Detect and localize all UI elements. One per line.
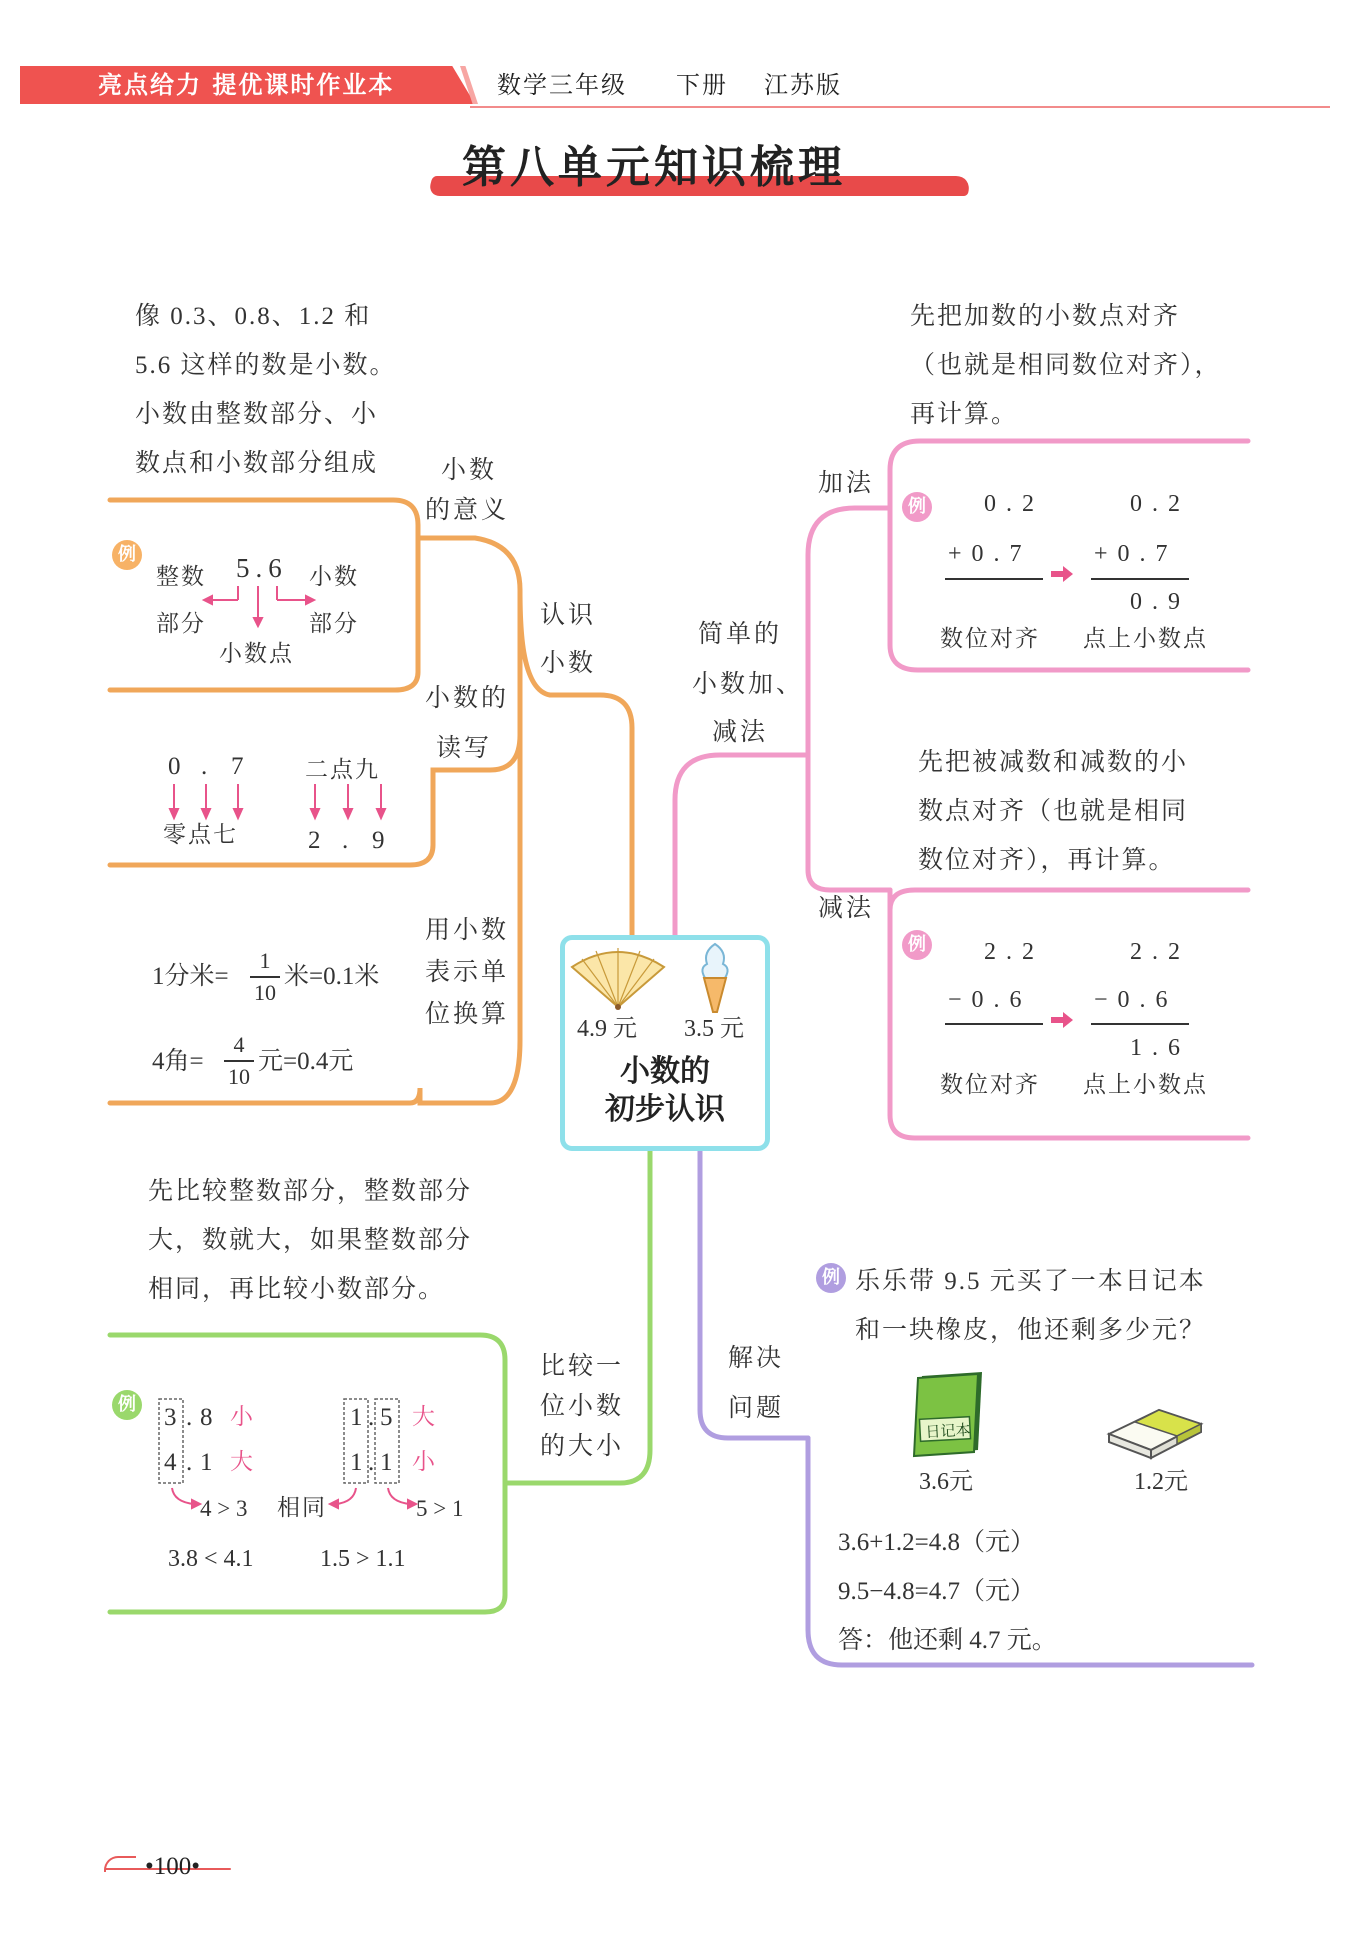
compare-example-badge: 例	[112, 1390, 142, 1420]
compare-text-line3: 相同，再比较小数部分。	[148, 1276, 446, 1303]
readwrite-n1-b: .	[201, 753, 210, 780]
compare-d-tag: 小	[412, 1449, 437, 1475]
fan-icon	[568, 945, 668, 1011]
add-left-top: 0 . 2	[984, 491, 1036, 517]
icecream-price: 3.5 元	[684, 1016, 744, 1042]
add-text-line1: 先把加数的小数点对齐	[910, 303, 1181, 330]
add-left-op: + 0 . 7	[948, 541, 1024, 567]
branch-readwrite-line2: 读写	[436, 733, 493, 762]
branch-compare-line1: 比较一	[540, 1351, 625, 1380]
unit-frac1-den: 10	[254, 980, 276, 1005]
branch-solve-line2: 问题	[728, 1393, 785, 1422]
sub-text-line2: 数点对齐（也就是相同	[918, 798, 1189, 825]
add-text-line3: 再计算。	[910, 401, 1019, 428]
branch-addsub-line3: 减法	[712, 717, 769, 746]
solve-answer: 答：他还剩 4.7 元。	[838, 1627, 1057, 1654]
add-example-badge: 例	[902, 492, 932, 522]
meaning-point: 小数点	[219, 641, 294, 667]
branch-compare-line3: 的大小	[540, 1431, 625, 1460]
compare-a-int: 3	[164, 1404, 179, 1431]
compare-a-tag: 小	[230, 1404, 255, 1430]
readwrite-n2-a: 2	[308, 827, 323, 854]
compare-c-int: 1	[350, 1404, 365, 1431]
header-subject: 数学三年级	[497, 71, 627, 99]
solve-question-line2: 和一块橡皮，他还剩多少元？	[855, 1317, 1207, 1344]
solve-example-badge: 例	[816, 1263, 846, 1293]
meaning-number: 5.6	[236, 553, 288, 583]
header-volume: 下册	[676, 71, 728, 99]
branch-sub: 减法	[818, 893, 875, 922]
branch-readwrite-line1: 小数的	[425, 683, 510, 712]
sub-arrow-icon	[1049, 1010, 1075, 1030]
compare-rel2: 5 > 1	[416, 1496, 464, 1521]
unit-line1-post: 米=0.1米	[284, 963, 380, 990]
compare-c-dot: .	[368, 1404, 377, 1431]
sub-left-rule	[945, 1023, 1043, 1025]
compare-d-dec: 1	[380, 1449, 395, 1476]
solve-step2: 9.5−4.8=4.7（元）	[838, 1578, 1035, 1605]
add-left-rule	[945, 578, 1043, 580]
page-title: 第八单元知识梳理	[462, 142, 846, 193]
unit-frac1-num: 1	[259, 948, 271, 973]
compare-a-dot: .	[186, 1404, 195, 1431]
readwrite-n1-c: 7	[231, 753, 246, 780]
unit-line2-pre: 4角=	[152, 1048, 204, 1075]
compare-a-dec: 8	[200, 1404, 215, 1431]
add-caption2: 点上小数点	[1083, 626, 1208, 652]
branch-unit-line3: 位换算	[425, 999, 510, 1028]
compare-b-dot: .	[186, 1449, 195, 1476]
branch-unit-line1: 用小数	[425, 915, 510, 944]
sub-right-op: − 0 . 6	[1094, 987, 1170, 1013]
compare-res1: 3.8 < 4.1	[168, 1546, 254, 1572]
diary-price: 3.6元	[919, 1469, 973, 1495]
readwrite-r1: 零点七	[163, 822, 238, 848]
compare-same: 相同	[277, 1495, 327, 1521]
solve-question-line1: 乐乐带 9.5 元买了一本日记本	[855, 1268, 1206, 1295]
add-right-top: 0 . 2	[1130, 491, 1182, 517]
compare-b-dec: 1	[200, 1449, 215, 1476]
branch-addsub-line1: 简单的	[698, 619, 783, 648]
diary-label: 日记本	[925, 1420, 971, 1442]
eraser-icon	[1105, 1400, 1205, 1460]
branch-unit-line2: 表示单	[425, 957, 510, 986]
readwrite-n2-c: 9	[372, 827, 387, 854]
example-badge: 例	[112, 540, 142, 570]
unit-frac2-den: 10	[228, 1064, 250, 1089]
add-text-line2: （也就是相同数位对齐），	[910, 352, 1222, 379]
page-number-hook	[104, 1856, 136, 1872]
center-title-line1: 小数的	[620, 1054, 710, 1089]
compare-text-line1: 先比较整数部分，整数部分	[148, 1178, 473, 1205]
sub-right-top: 2 . 2	[1130, 939, 1182, 965]
unit-line1-pre: 1分米=	[152, 963, 229, 990]
fan-price: 4.9 元	[577, 1016, 637, 1042]
sub-left-op: − 0 . 6	[948, 987, 1024, 1013]
page-number: •100•	[145, 1853, 201, 1880]
branch-add: 加法	[818, 468, 875, 497]
meaning-dec-line1: 小数	[309, 564, 359, 590]
unit-frac2-num: 4	[233, 1032, 245, 1057]
icecream-icon	[695, 942, 735, 1014]
compare-res2: 1.5 > 1.1	[320, 1546, 406, 1572]
branch-addsub-line2: 小数加、	[692, 669, 805, 698]
compare-text-line2: 大，数就大，如果整数部分	[148, 1227, 473, 1254]
branch-meaning-line1: 小数	[441, 455, 498, 484]
branch-recognize-line2: 小数	[540, 648, 597, 677]
sub-text-line1: 先把被减数和减数的小	[918, 749, 1189, 776]
readwrite-n1-a: 0	[168, 753, 183, 780]
add-right-result: 0 . 9	[1130, 589, 1182, 615]
compare-b-tag: 大	[230, 1449, 255, 1475]
sub-caption2: 点上小数点	[1083, 1072, 1208, 1098]
eraser-price: 1.2元	[1134, 1469, 1188, 1495]
add-arrow-icon	[1049, 564, 1075, 584]
readwrite-r2: 二点九	[305, 757, 380, 783]
meaning-text-line4: 数点和小数部分组成	[135, 450, 379, 477]
sub-caption1: 数位对齐	[940, 1072, 1040, 1098]
readwrite-n2-b: .	[342, 827, 351, 854]
add-right-op: + 0 . 7	[1094, 541, 1170, 567]
sub-left-top: 2 . 2	[984, 939, 1036, 965]
compare-d-dot: .	[368, 1449, 377, 1476]
meaning-text-line1: 像 0.3、0.8、1.2 和	[135, 303, 372, 330]
solve-step1: 3.6+1.2=4.8（元）	[838, 1529, 1035, 1556]
sub-text-line3: 数位对齐），再计算。	[918, 847, 1176, 874]
meaning-int-line1: 整数	[156, 564, 206, 590]
unit-frac1-bar	[250, 976, 280, 978]
compare-c-tag: 大	[412, 1404, 437, 1430]
meaning-arrows	[200, 580, 320, 630]
header-brand: 亮点给力 提优课时作业本	[98, 71, 395, 99]
meaning-text-line3: 小数由整数部分、小	[135, 401, 379, 428]
header-edition: 江苏版	[764, 71, 842, 99]
compare-d-int: 1	[350, 1449, 365, 1476]
meaning-int-line2: 部分	[156, 611, 206, 637]
sub-right-result: 1 . 6	[1130, 1035, 1182, 1061]
compare-b-int: 4	[164, 1449, 179, 1476]
compare-rel1: 4 > 3	[200, 1496, 248, 1521]
diary-icon	[912, 1370, 988, 1460]
meaning-dec-line2: 部分	[309, 611, 359, 637]
compare-c-dec: 5	[380, 1404, 395, 1431]
meaning-text-line2: 5.6 这样的数是小数。	[135, 352, 397, 379]
add-caption1: 数位对齐	[940, 626, 1040, 652]
branch-recognize-line1: 认识	[540, 600, 597, 629]
unit-frac2-bar	[224, 1060, 254, 1062]
branch-compare-line2: 位小数	[540, 1391, 625, 1420]
center-title-line2: 初步认识	[605, 1092, 725, 1127]
sub-example-badge: 例	[902, 930, 932, 960]
branch-solve-line1: 解决	[728, 1343, 785, 1372]
unit-line2-post: 元=0.4元	[258, 1048, 354, 1075]
branch-meaning-line2: 的意义	[425, 495, 510, 524]
